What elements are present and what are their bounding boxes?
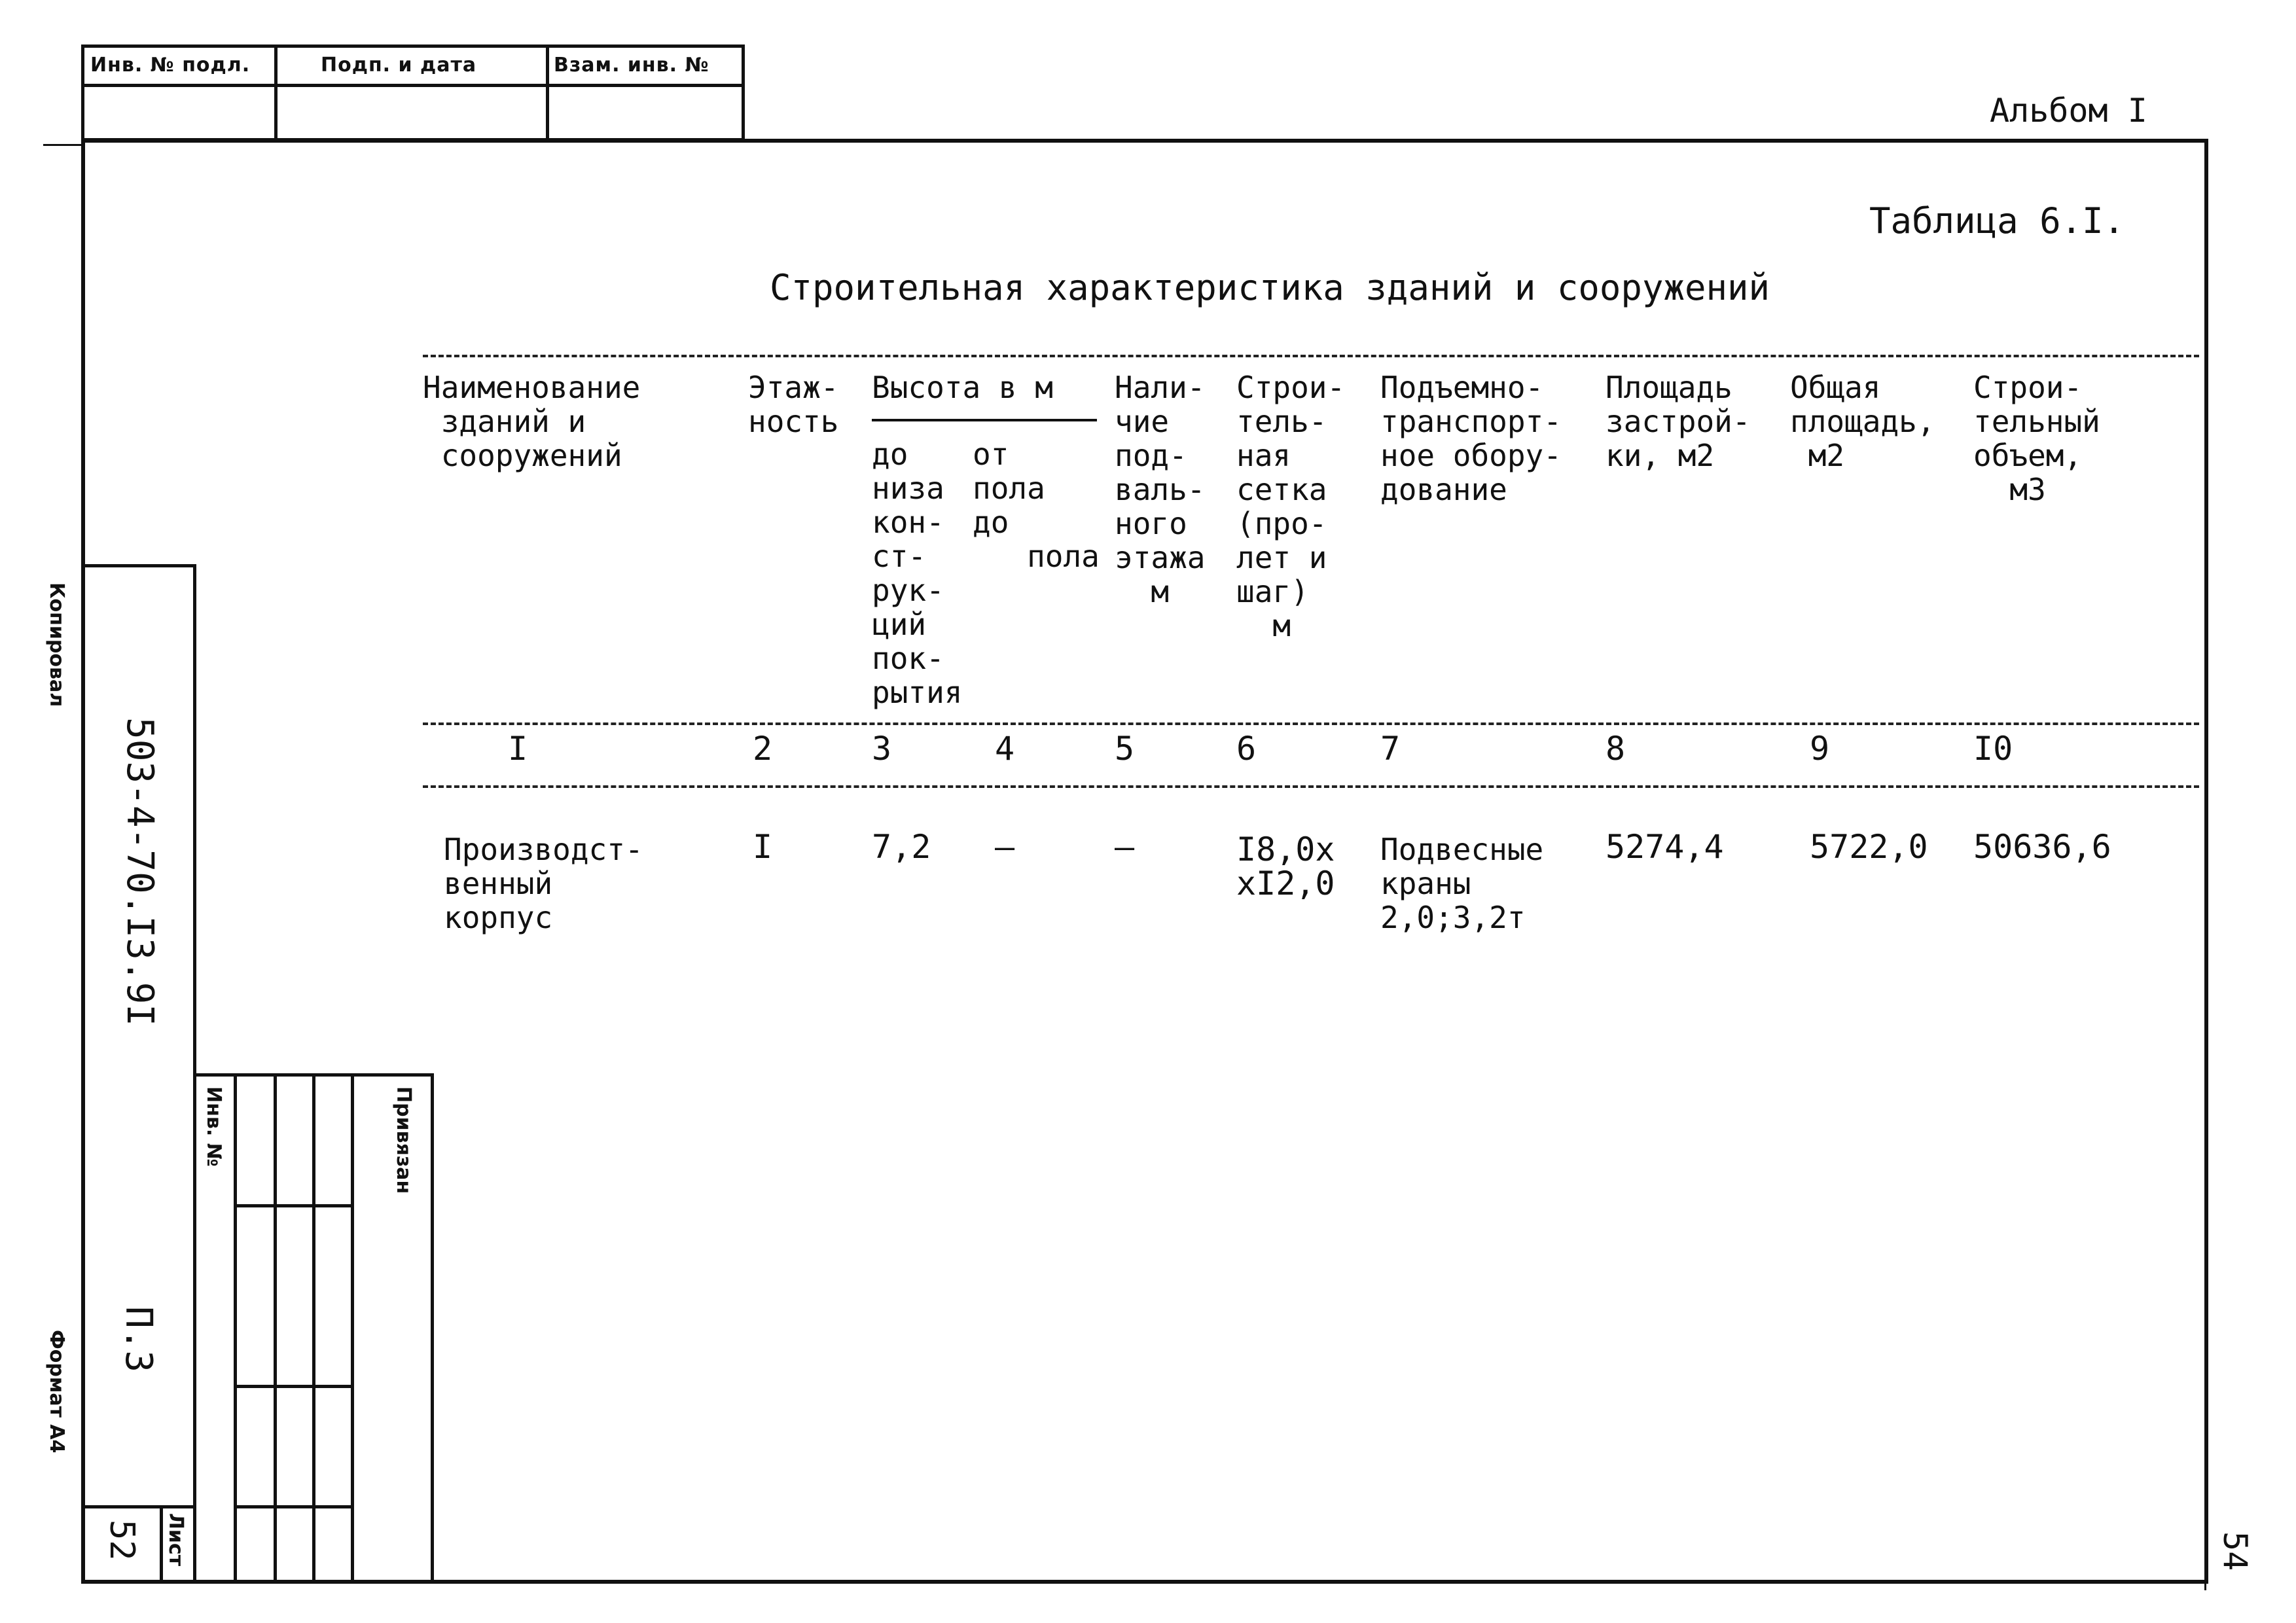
row-height-floor: – — [995, 828, 1015, 866]
row-height-bottom: 7,2 — [872, 828, 931, 866]
numbers-bottom-rule — [423, 785, 2199, 788]
grid-vline-4 — [351, 1073, 354, 1582]
grid-hline-3 — [234, 1385, 351, 1388]
row-name: Производст- венный корпус — [444, 832, 643, 935]
stamp-podp-data-label: Подп. и дата — [321, 54, 477, 77]
row-area-built: 5274,4 — [1605, 828, 1724, 866]
row-lifting: Подвесные краны 2,0;3,2т — [1380, 832, 1544, 935]
grid-hline-2 — [234, 1204, 351, 1207]
header-height-floor: от пола до пола — [973, 437, 1100, 574]
row-volume: 50636,6 — [1973, 828, 2111, 866]
header-height: Высота в м — [872, 370, 1053, 405]
header-basement: Нали- чие под- валь- ного этажа м — [1115, 370, 1206, 609]
row-floors: I — [753, 828, 773, 866]
col-number-9: 9 — [1810, 730, 1830, 768]
header-lifting: Подъемно- транспорт- ное обору- дование — [1380, 370, 1562, 507]
header-volume: Строи- тельный объем, м3 — [1973, 370, 2100, 507]
table-top-rule — [423, 355, 2199, 357]
col-number-8: 8 — [1605, 730, 1626, 768]
row-basement: – — [1115, 828, 1135, 866]
sheet-number: 52 — [102, 1520, 141, 1561]
doc-code: 503-4-70.I3.9I — [118, 717, 161, 1027]
col-number-1: I — [508, 730, 528, 768]
col-number-10: I0 — [1973, 730, 2013, 768]
margin-vline-sheet — [160, 1505, 163, 1582]
col-number-4: 4 — [995, 730, 1015, 768]
col-number-3: 3 — [872, 730, 892, 768]
grid-hline-4 — [234, 1505, 351, 1508]
corner-number: 54 — [2216, 1531, 2254, 1571]
header-name: Наименование зданий и сооружений — [423, 370, 641, 473]
header-height-underline — [872, 419, 1097, 421]
row-grid: I8,0x xI2,0 — [1236, 830, 1335, 902]
stamp-divider — [81, 84, 745, 87]
kopiroval-label: Копировал — [45, 582, 68, 707]
margin-hline-sheet — [81, 1505, 196, 1508]
inv-no-label: Инв. № — [202, 1086, 225, 1167]
header-area-built: Площадь застрой- ки, м2 — [1605, 370, 1751, 473]
corner-tick — [2204, 1525, 2206, 1590]
header-floors: Этаж- ность — [748, 370, 839, 439]
page-ref: П.3 — [117, 1306, 160, 1373]
stamp-inv-podl-label: Инв. № подл. — [90, 54, 251, 77]
format-label: Формат А4 — [45, 1330, 68, 1454]
col-number-5: 5 — [1115, 730, 1135, 768]
header-area-total: Общая площадь, м2 — [1790, 370, 1935, 473]
album-label: Альбом I — [1990, 92, 2147, 130]
col-number-7: 7 — [1380, 730, 1401, 768]
sheet-label: Лист — [164, 1513, 187, 1567]
stamp-vzam-inv-label: Взам. инв. № — [554, 54, 709, 77]
privyazan-label: Привязан — [392, 1086, 415, 1194]
col-number-6: 6 — [1236, 730, 1257, 768]
header-bottom-rule — [423, 722, 2199, 725]
margin-hline-top — [81, 564, 196, 567]
row-area-total: 5722,0 — [1810, 828, 1928, 866]
top-left-tick — [43, 144, 84, 146]
table-title: Строительная характеристика зданий и сооружений — [770, 267, 1770, 308]
header-grid: Строи- тель- ная сетка (про- лет и шаг) м — [1236, 370, 1346, 643]
table-label: Таблица 6.I. — [1869, 200, 2125, 241]
header-height-bottom: до низа кон- ст- рук- ций пок- рытия — [872, 437, 963, 710]
col-number-2: 2 — [753, 730, 773, 768]
grid-vline-5 — [431, 1073, 434, 1582]
